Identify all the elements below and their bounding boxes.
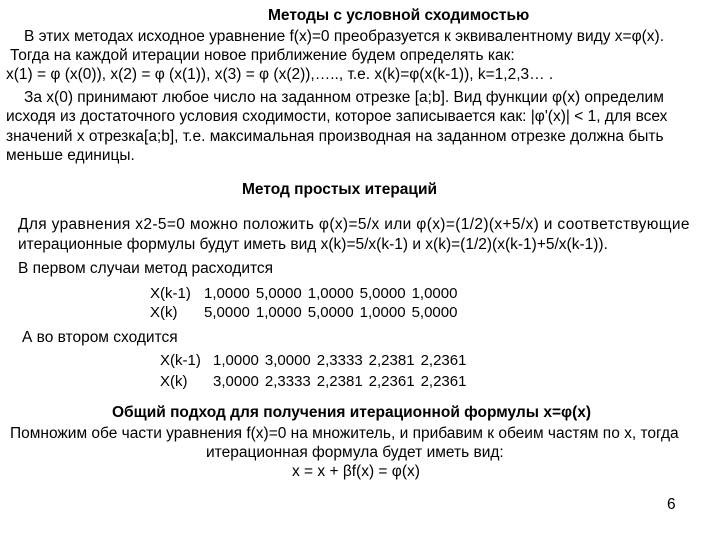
paragraph-line: За x(0) принимают любое число на заданном отрезке [a;b]. Вид функции φ(x) определим (24, 89, 664, 106)
paragraph-line: значений x отрезка[a;b], т.е. максимальная производная на заданном отрезке должна быть (6, 128, 664, 145)
case-converges: А во втором сходится (22, 329, 178, 346)
table-cell: 2,2381 (368, 352, 415, 369)
case-diverges: В первом случаи метод расходится (18, 260, 274, 277)
table-cell: 1,0000 (411, 285, 458, 302)
table-cell: 5,0000 (359, 285, 406, 302)
paragraph-line: итерационная формула будет иметь вид: (206, 444, 504, 461)
table-cell: 2,2361 (420, 352, 467, 369)
table-row (204, 285, 463, 302)
table-cell: 5,0000 (307, 304, 354, 321)
paragraph-line: исходя из достаточного условия сходимости, которое записывается как: |φ'(x)| < 1, для всех (6, 108, 668, 125)
section-title-simple-iteration: Метод простых итераций (242, 181, 438, 198)
table-cell: 2,2361 (368, 373, 415, 390)
row-label-prev: X(k-1) (150, 285, 191, 302)
table-cell: 1,0000 (255, 304, 302, 321)
table-cell: 2,2361 (420, 373, 467, 390)
paragraph-line: меньше единицы. (6, 147, 135, 164)
table-row (213, 373, 472, 390)
row-label-current: X(k) (150, 304, 178, 321)
row-label-current: X(k) (160, 373, 188, 390)
table-row (213, 352, 472, 369)
table-cell: 2,3333 (264, 373, 311, 390)
formula-line: x(1) = φ (x(0)), x(2) = φ (x(1)), x(3) = φ (x(2)),….., т.е. x(k)=φ(x(k-1)), k=1,2,3… . (6, 66, 554, 83)
paragraph-line: Помножим обе части уравнения f(x)=0 на множитель, и прибавим к обеим частям по x, тогда (10, 425, 679, 442)
table-cell: 2,3333 (316, 352, 363, 369)
section-title-general-approach: Общий подход для получения итерационной формулы x=φ(x) (112, 404, 592, 421)
table-cell: 3,0000 (264, 352, 311, 369)
table-cell: 5,0000 (411, 304, 458, 321)
table-cell: 5,0000 (255, 285, 302, 302)
table-cell: 1,0000 (204, 285, 250, 302)
paragraph-line: В этих методах исходное уравнение f(x)=0 преобразуется к эквивалентному виду x=φ(x). (24, 28, 665, 45)
table-cell: 1,0000 (307, 285, 354, 302)
table-cell: 2,2381 (316, 373, 363, 390)
formula-line: x = x + βf(x) = φ(x) (292, 463, 420, 480)
paragraph-line: итерационные формулы будут иметь вид x(k)=5/x(k-1) и x(k)=(1/2)(x(k-1)+5/x(k-1)). (18, 236, 608, 253)
table-row (204, 304, 463, 321)
section-title-conditional-convergence: Методы с условной сходимостью (268, 7, 530, 24)
table-cell: 3,0000 (213, 373, 259, 390)
paragraph-line: Для уравнения x2-5=0 можно положить φ(x)=5/x или φ(x)=(1/2)(x+5/x) и соответствующие (18, 216, 690, 233)
table-cell: 1,0000 (213, 352, 259, 369)
paragraph-line: Тогда на каждой итерации новое приближение будем определять как: (10, 47, 515, 64)
page-number: 6 (667, 496, 676, 513)
row-label-prev: X(k-1) (160, 352, 201, 369)
table-cell: 1,0000 (359, 304, 406, 321)
table-cell: 5,0000 (204, 304, 250, 321)
